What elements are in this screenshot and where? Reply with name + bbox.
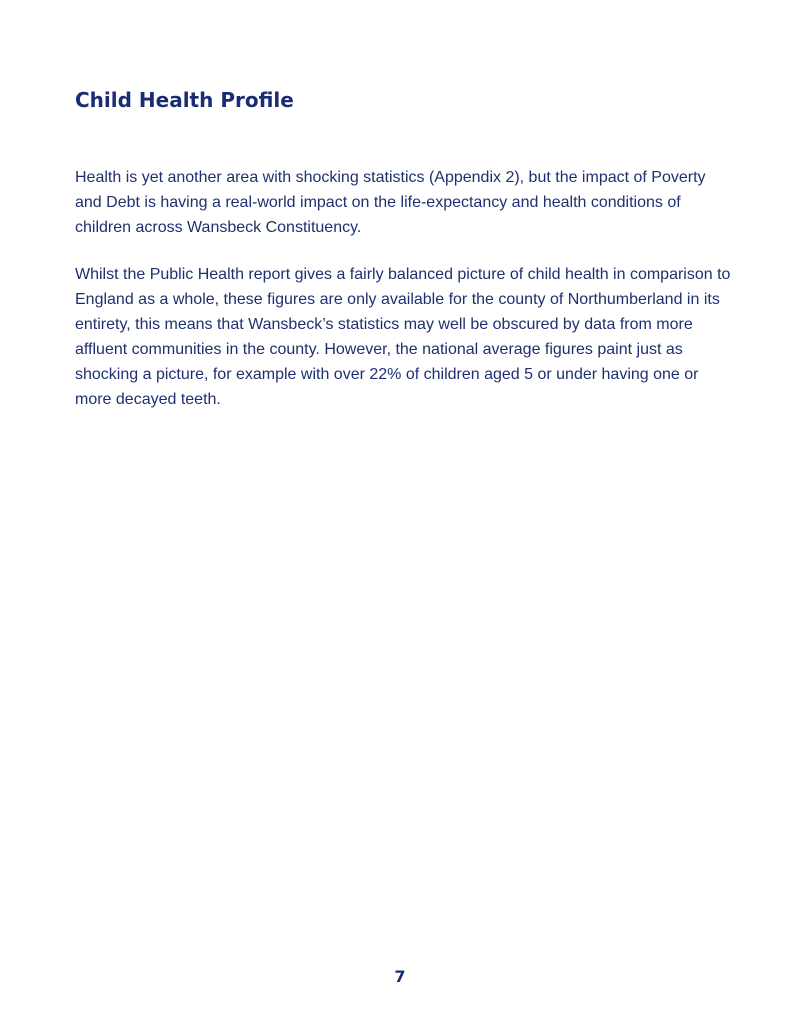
paragraph-health-impact: Health is yet another area with shocking statistics (Appendix 2), but the impact of Poverty and Debt is having a real-world impact on the life-expectancy and health conditions of children across Wansbeck Constituency. bbox=[75, 169, 706, 236]
page-number: 7 bbox=[394, 967, 406, 986]
paragraph-public-health-report: Whilst the Public Health report gives a fairly balanced picture of child health in comparison to England as a whole, these figures are only available for the county of Northumberland in its entirety, this means that Wansbeck’s statistics may well be obscured by data from more affluent communities in the county. However, the national average figures paint just as shocking a picture, for example with over 22% of children aged 5 or under having one or more decayed teeth. bbox=[75, 266, 731, 408]
page-heading: Child Health Profile bbox=[75, 88, 294, 112]
